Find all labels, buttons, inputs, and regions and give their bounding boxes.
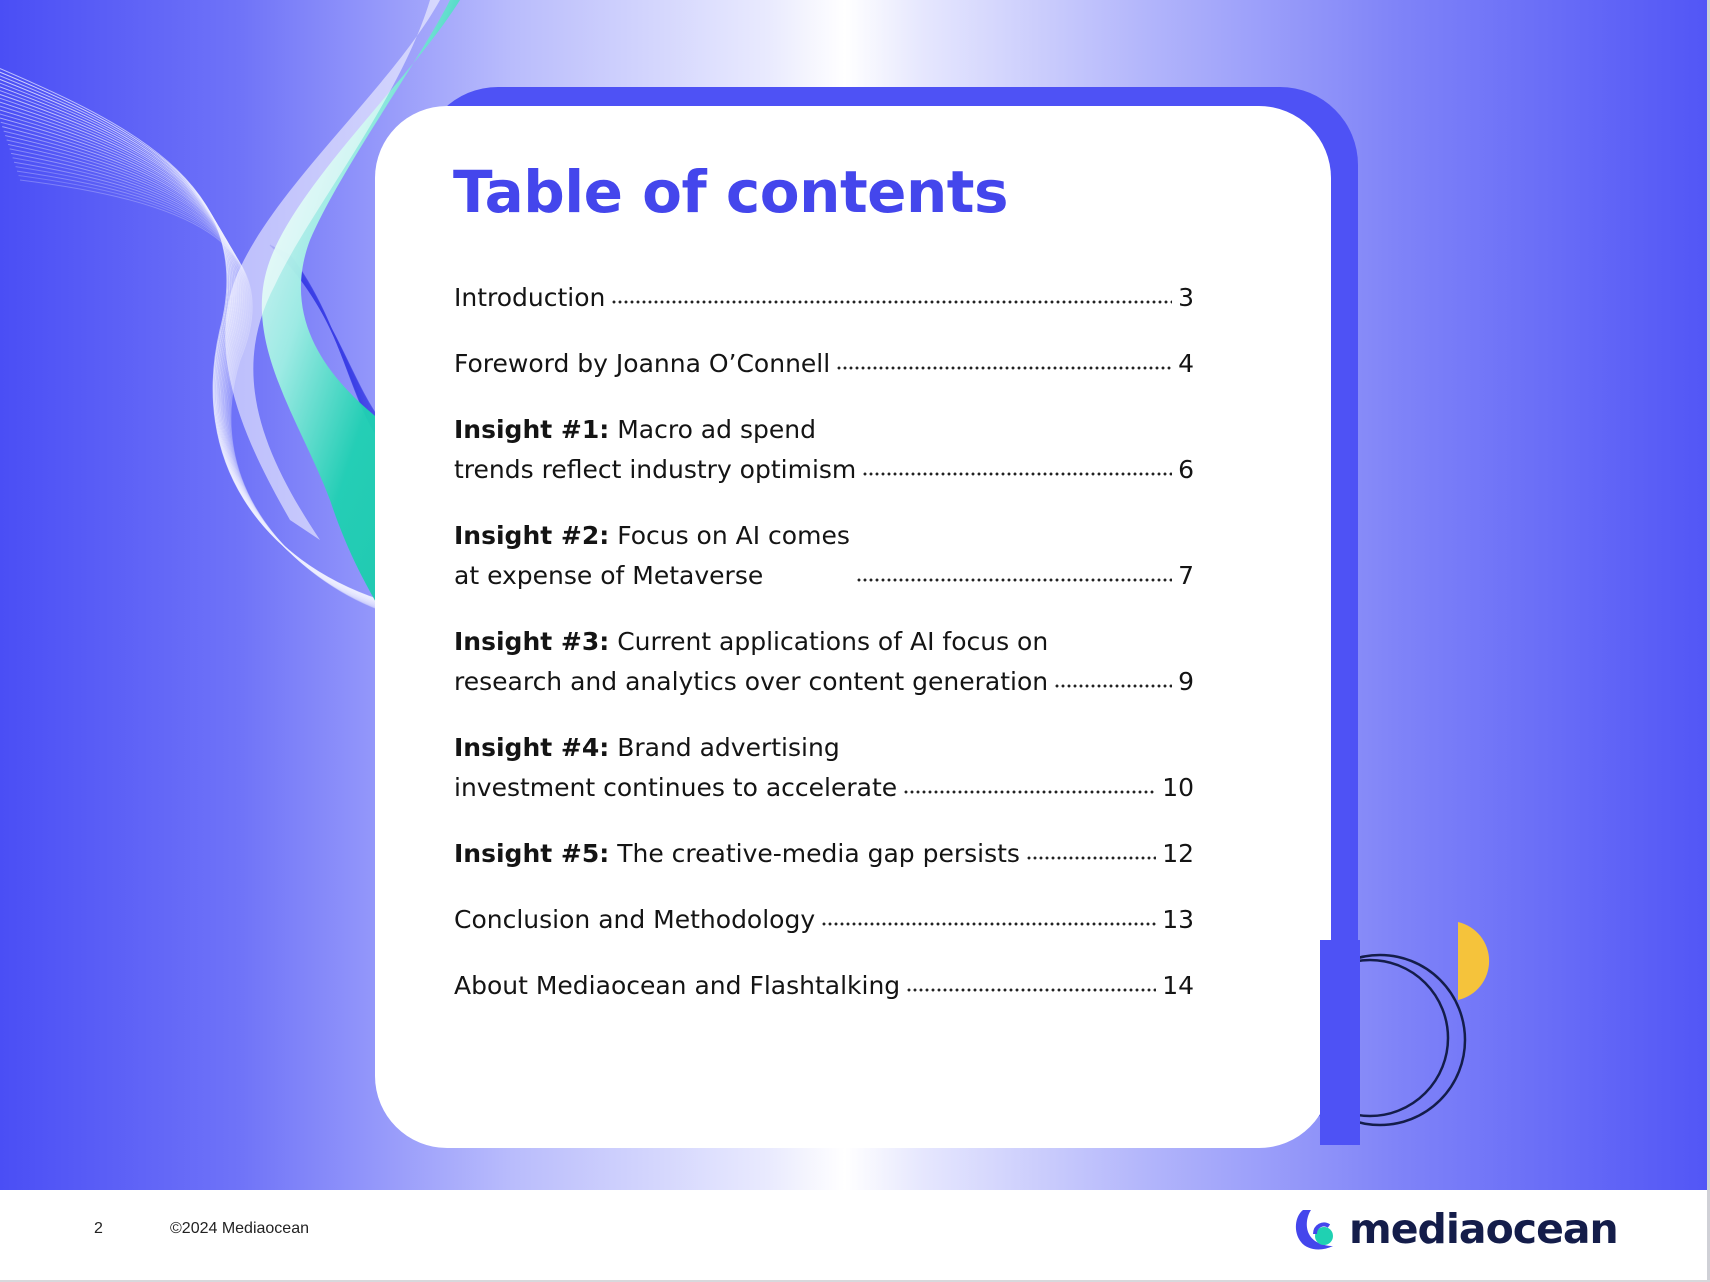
toc-dot-leader — [836, 363, 1172, 373]
toc-entry-line1 — [454, 516, 850, 556]
toc-dot-leader — [906, 985, 1156, 995]
toc-entry[interactable] — [454, 278, 1194, 318]
wave-lines — [0, 60, 380, 610]
toc-entry-line2-text: Introduction — [454, 283, 606, 312]
toc-dot-leader — [903, 787, 1156, 797]
toc-page-number: 3 — [1178, 283, 1194, 312]
page-title: Table of contents — [453, 158, 1009, 226]
toc-entry[interactable] — [454, 834, 1194, 874]
toc-page-number: 12 — [1162, 839, 1194, 868]
toc-page-number: 14 — [1162, 971, 1194, 1000]
toc-entry-label: Insight #2: — [454, 521, 610, 550]
toc-dot-leader — [1054, 681, 1172, 691]
toc-entry-line2-text: About Mediaocean and Flashtalking — [454, 971, 901, 1000]
toc-dot-leader — [1026, 853, 1156, 863]
toc-entry[interactable] — [454, 622, 1194, 702]
toc-entry-line1-text: Current applications of AI focus on — [617, 627, 1049, 656]
toc-page-number: 13 — [1162, 905, 1194, 934]
toc-entry[interactable] — [454, 728, 1194, 808]
toc-dot-leader — [862, 469, 1172, 479]
toc-entry-line1-text: Brand advertising — [617, 733, 840, 762]
toc-entry-line2-text: Conclusion and Methodology — [454, 905, 816, 934]
toc-entry-title — [454, 344, 830, 384]
toc-entry-line1 — [454, 410, 856, 450]
toc-entry-label: Insight #1: — [454, 415, 610, 444]
toc-entry-line2-text: The creative-media gap persists — [617, 839, 1020, 868]
toc-entry-label: Insight #5: — [454, 839, 610, 868]
toc-page-number: 7 — [1178, 561, 1194, 590]
toc-page-number: 9 — [1178, 667, 1194, 696]
toc-entry[interactable] — [454, 410, 1194, 490]
toc-entry-line1 — [454, 728, 897, 768]
mediaocean-wave-logo-icon — [1293, 1206, 1345, 1252]
toc-entry-line2-text: investment continues to accelerate — [454, 773, 898, 802]
toc-entry-title — [454, 966, 900, 1006]
mediaocean-logo — [1293, 1204, 1618, 1254]
toc-entry-title — [454, 516, 850, 596]
toc-entry-line2-text: research and analytics over content generation — [454, 667, 1049, 696]
toc-entry-line1-text: Macro ad spend — [617, 415, 816, 444]
toc-entry-title — [454, 728, 897, 808]
toc-entry-line1 — [454, 622, 1048, 662]
toc-page-number: 4 — [1178, 349, 1194, 378]
toc-entry-line2-text: at expense of Metaverse — [454, 561, 764, 590]
toc-entry-title — [454, 834, 1020, 874]
footer-page-number: 2 — [94, 1220, 103, 1237]
toc-entry-line2-text: trends reflect industry optimism — [454, 455, 857, 484]
toc-entry-label: Insight #4: — [454, 733, 610, 762]
toc-entry-title — [454, 278, 605, 318]
toc-entry[interactable] — [454, 516, 1194, 596]
toc-entry-title — [454, 410, 856, 490]
toc-entry[interactable] — [454, 966, 1194, 1006]
toc-entry-label: Insight #3: — [454, 627, 610, 656]
toc-entry-line2-text: Foreword by Joanna O’Connell — [454, 349, 831, 378]
toc-entry-title — [454, 900, 815, 940]
footer-copyright: ©2024 Mediaocean — [170, 1220, 309, 1237]
toc-entry-line1-text: Focus on AI comes — [617, 521, 850, 550]
toc-page-number: 6 — [1178, 455, 1194, 484]
toc-dot-leader — [856, 575, 1172, 585]
toc-entry-title — [454, 622, 1048, 702]
toc-card — [375, 106, 1331, 1148]
toc-dot-leader — [611, 297, 1172, 307]
toc-page-number: 10 — [1162, 773, 1194, 802]
toc-entry[interactable] — [454, 344, 1194, 384]
toc-dot-leader — [821, 919, 1156, 929]
toc-entry[interactable] — [454, 900, 1194, 940]
crescent-circles-icon — [1320, 900, 1520, 1150]
logo-wordmark: mediaocean — [1349, 1205, 1618, 1253]
toc-list — [454, 278, 1194, 1032]
